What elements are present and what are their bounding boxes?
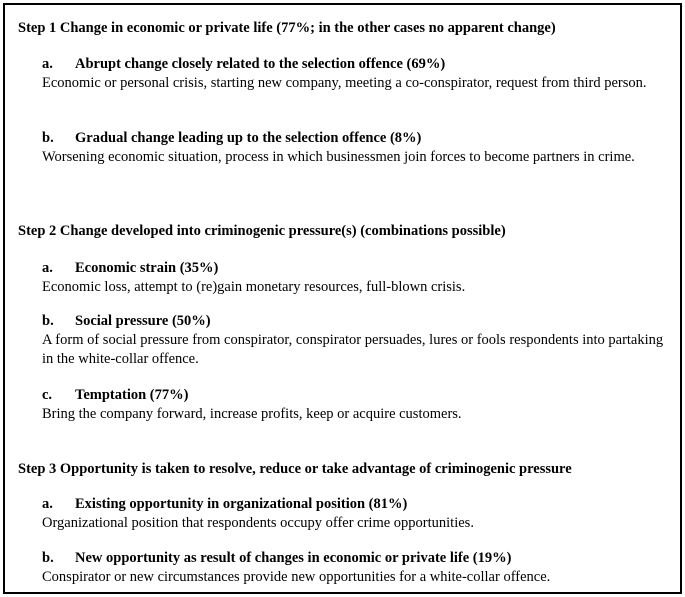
item-title: Economic strain (35%) [75,260,219,276]
step-2-item-b [42,312,672,369]
item-letter: b. [42,313,54,329]
step-2-heading: Step 2 Change developed into criminogenic pressure(s) (combinations possible) [18,223,506,239]
step-1-heading: Step 1 Change in economic or private life (77%; in the other cases no apparent change) [18,20,556,36]
item-letter: b. [42,550,54,566]
item-description: Bring the company forward, increase profits, keep or acquire customers. [42,406,462,422]
item-title: Abrupt change closely related to the selection offence (69%) [75,56,446,72]
item-title: Temptation (77%) [75,387,189,403]
step-1-item-b [42,129,672,167]
item-title: Social pressure (50%) [75,313,211,329]
item-description: Worsening economic situation, process in which businessmen join forces to become partners in crime. [42,149,635,165]
item-letter: b. [42,130,54,146]
item-description: A form of social pressure from conspirator, conspirator persuades, lures or fools respondents into partaking in the white-collar offence. [42,332,664,367]
item-description: Organizational position that respondents occupy offer crime opportunities. [42,515,474,531]
step-3-item-a [42,495,672,533]
step-1-item-a [42,55,672,93]
item-title: New opportunity as result of changes in economic or private life (19%) [75,550,512,566]
figure-box [3,3,682,594]
item-title: Existing opportunity in organizational position (81%) [75,496,408,512]
step-2-item-c [42,386,672,424]
item-description: Conspirator or new circumstances provide new opportunities for a white-collar offence. [42,569,551,585]
step-3-item-b [42,549,672,587]
item-letter: a. [42,56,53,72]
item-title: Gradual change leading up to the selection offence (8%) [75,130,422,146]
item-description: Economic or personal crisis, starting new company, meeting a co-conspirator, request from third person. [42,75,647,91]
step-3-heading: Step 3 Opportunity is taken to resolve, reduce or take advantage of criminogenic pressure [18,461,572,477]
step-2-item-a [42,259,672,297]
item-letter: c. [42,387,53,403]
item-letter: a. [42,496,53,512]
item-letter: a. [42,260,53,276]
item-description: Economic loss, attempt to (re)gain monetary resources, full-blown crisis. [42,279,466,295]
